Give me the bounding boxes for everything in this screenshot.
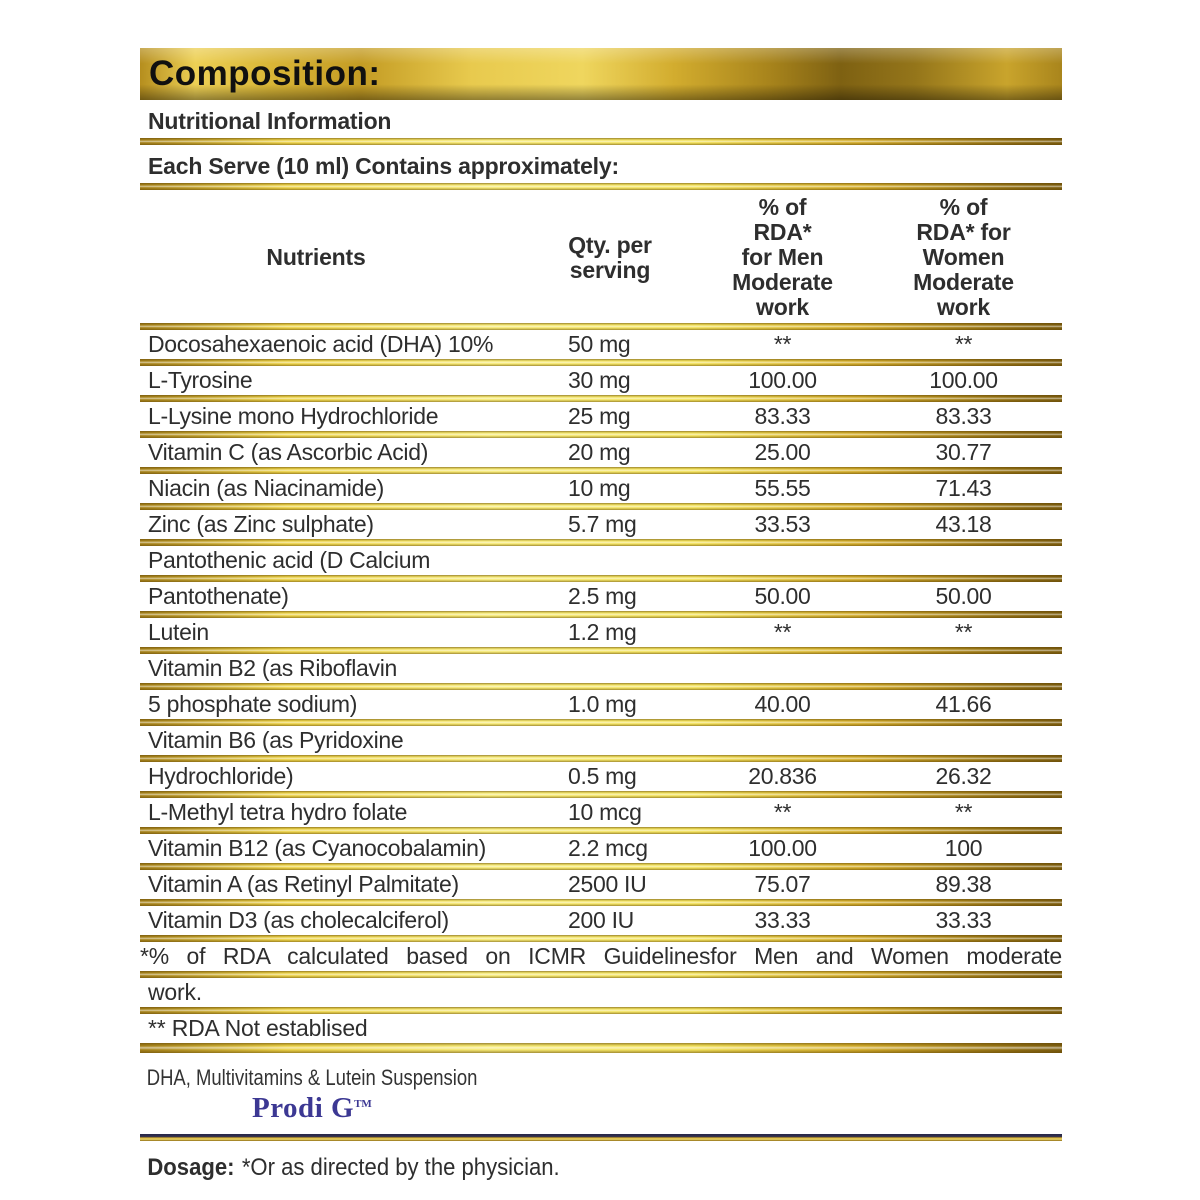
header-line: Women [922, 244, 1005, 270]
nutrient-rda-men: ** [773, 799, 792, 825]
nutrient-rda-men: 75.07 [754, 871, 811, 897]
nutrient-rda-men: 33.33 [754, 907, 811, 933]
nutrient-qty: 30 mg [568, 367, 631, 393]
nutrient-name: Pantothenic acid (D Calcium [148, 547, 431, 573]
gold-divider [140, 575, 1062, 582]
nutrient-name: Vitamin C (as Ascorbic Acid) [148, 439, 429, 465]
header-line: RDA* for [916, 219, 1011, 245]
nutrient-rda-men: 50.00 [754, 583, 811, 609]
table-row-group [140, 726, 1062, 762]
nutrient-name: Docosahexaenoic acid (DHA) 10% [148, 331, 494, 357]
nutrient-name: Zinc (as Zinc sulphate) [148, 511, 374, 537]
nutrient-qty: 2.2 mcg [568, 835, 648, 861]
rda-not-established-note: ** RDA Not establised [148, 1015, 368, 1041]
nutrient-rda-women: ** [954, 799, 973, 825]
nutrient-qty: 10 mg [568, 475, 631, 501]
table-row [140, 474, 1062, 503]
table-row-group [140, 402, 1062, 438]
nutrient-rda-women: 30.77 [935, 439, 992, 465]
table-row-group [140, 654, 1062, 690]
table-row [140, 582, 1062, 611]
nutrient-rda-women: 100 [944, 835, 983, 861]
table-row-group [140, 870, 1062, 906]
column-header-rda-women [865, 195, 1062, 320]
gold-divider [140, 827, 1062, 834]
gold-divider [140, 1007, 1062, 1014]
nutrient-rda-women: 33.33 [935, 907, 992, 933]
gold-divider [140, 539, 1062, 546]
table-row-group [140, 438, 1062, 474]
gold-divider [140, 359, 1062, 366]
nutrient-name: L-Methyl tetra hydro folate [148, 799, 408, 825]
composition-title: Composition: [149, 54, 381, 93]
gold-divider [140, 971, 1062, 978]
nutrient-name: Pantothenate) [148, 583, 289, 609]
label-content [140, 48, 1062, 1183]
table-row-group [140, 762, 1062, 798]
header-line: RDA* [753, 219, 812, 245]
gold-divider [140, 611, 1062, 618]
table-row [140, 402, 1062, 431]
nutrient-rda-men: 20.836 [748, 763, 817, 789]
gold-divider [140, 719, 1062, 726]
header-line: work [756, 294, 809, 320]
nutrient-rda-women: 50.00 [935, 583, 992, 609]
nutrient-qty: 2.5 mg [568, 583, 637, 609]
table-row-group [140, 366, 1062, 402]
rda-footnote-line2: work. [148, 979, 202, 1005]
nutrient-qty: 10 mcg [568, 799, 642, 825]
column-header-rda-men [700, 195, 865, 320]
nutrient-name: L-Lysine mono Hydrochloride [148, 403, 439, 429]
brand-name-row [140, 1091, 1062, 1130]
table-row-group [140, 474, 1062, 510]
table-row [140, 834, 1062, 863]
nutrient-name: Lutein [148, 619, 209, 645]
nutrient-name: L-Tyrosine [148, 367, 253, 393]
gold-divider-thick [140, 1043, 1062, 1053]
table-row [140, 870, 1062, 899]
header-line: for Men [741, 244, 824, 270]
gold-divider [140, 323, 1062, 330]
serving-heading: Each Serve (10 ml) Contains approximately: [148, 153, 619, 179]
column-header-nutrients: Nutrients [266, 244, 366, 270]
nutrient-name: Vitamin B12 (as Cyanocobalamin) [148, 835, 487, 861]
nutrient-rda-men: 55.55 [754, 475, 811, 501]
table-row-group [140, 546, 1062, 582]
nutrient-rda-men: 40.00 [754, 691, 811, 717]
nutrient-rda-women: 83.33 [935, 403, 992, 429]
nutrient-name: Vitamin A (as Retinyl Palmitate) [148, 871, 459, 897]
gold-divider [140, 503, 1062, 510]
nutrient-qty: 0.5 mg [568, 763, 637, 789]
table-row [140, 690, 1062, 719]
nutrient-qty: 1.2 mg [568, 619, 637, 645]
nutrient-qty: 200 IU [568, 907, 634, 933]
nutrient-name: Vitamin B6 (as Pyridoxine [148, 727, 404, 753]
table-row [140, 438, 1062, 467]
dosage-line [140, 1153, 988, 1183]
table-row [140, 798, 1062, 827]
nutrient-name: Vitamin B2 (as Riboflavin [148, 655, 398, 681]
table-row-group [140, 690, 1062, 726]
nutrient-rda-men: 33.53 [754, 511, 811, 537]
nutrient-rda-men: ** [773, 331, 792, 357]
nutrient-rda-men: ** [773, 619, 792, 645]
nutrient-name: 5 phosphate sodium) [148, 691, 358, 717]
header-line: % of [758, 194, 807, 220]
gold-divider [140, 863, 1062, 870]
brand-block [140, 1065, 1062, 1141]
table-row [140, 546, 1062, 575]
header-line: work [937, 294, 990, 320]
nutrient-name: Vitamin D3 (as cholecalciferol) [148, 907, 449, 933]
gold-divider [140, 183, 1062, 190]
column-header-qty-per-serving [560, 233, 700, 283]
table-row-group [140, 906, 1062, 942]
nutrient-rda-men: 83.33 [754, 403, 811, 429]
dosage-text: *Or as directed by the physician. [241, 1154, 560, 1181]
table-header-row [140, 190, 1062, 323]
composition-banner [140, 48, 1062, 100]
table-row [140, 330, 1062, 359]
table-row-group [140, 330, 1062, 366]
table-row-group [140, 834, 1062, 870]
nutrient-rda-women: 71.43 [935, 475, 992, 501]
table-row [140, 366, 1062, 395]
nutrient-qty: 5.7 mg [568, 511, 637, 537]
gold-divider [140, 899, 1062, 906]
nutrient-rda-women: 43.18 [935, 511, 992, 537]
nutrient-qty: 25 mg [568, 403, 631, 429]
gold-divider [140, 755, 1062, 762]
gold-divider [140, 683, 1062, 690]
table-row-group [140, 510, 1062, 546]
table-row-group [140, 582, 1062, 618]
nutrient-rda-women: 41.66 [935, 691, 992, 717]
gold-divider [140, 791, 1062, 798]
nutritional-information-heading: Nutritional Information [148, 108, 392, 134]
trademark-symbol: TM [354, 1098, 372, 1110]
nutrient-qty: 2500 IU [568, 871, 647, 897]
nutrient-qty: 20 mg [568, 439, 631, 465]
product-description: DHA, Multivitamins & Lutein Suspension [146, 1065, 478, 1090]
header-line: Moderate [732, 269, 833, 295]
header-line: Moderate [913, 269, 1014, 295]
gold-divider [140, 1134, 1062, 1141]
nutrient-name: Niacin (as Niacinamide) [148, 475, 384, 501]
table-row-group [140, 798, 1062, 834]
table-row-group [140, 618, 1062, 654]
gold-divider [140, 647, 1062, 654]
nutrient-rda-women: 100.00 [929, 367, 998, 393]
table-row [140, 510, 1062, 539]
dosage-label: Dosage: [147, 1154, 235, 1181]
nutrients-table-body [140, 330, 1062, 942]
rda-footnote-line1: *% of RDA calculated based on ICMR Guidelinesfor Men and Women moderate [140, 943, 1062, 969]
nutrient-qty: 1.0 mg [568, 691, 637, 717]
table-row [140, 726, 1062, 755]
brand-name: Prodi G [252, 1092, 355, 1124]
table-row [140, 618, 1062, 647]
nutrient-rda-men: 100.00 [748, 835, 817, 861]
nutrient-rda-men: 100.00 [748, 367, 817, 393]
nutrient-rda-women: ** [954, 619, 973, 645]
nutrient-name: Hydrochloride) [148, 763, 294, 789]
nutrient-rda-women: ** [954, 331, 973, 357]
table-row [140, 762, 1062, 791]
nutrient-qty: 50 mg [568, 331, 631, 357]
nutrient-rda-men: 25.00 [754, 439, 811, 465]
header-line: serving [569, 256, 651, 283]
nutrient-rda-women: 26.32 [935, 763, 992, 789]
table-row [140, 906, 1062, 935]
nutrient-rda-women: 89.38 [935, 871, 992, 897]
gold-divider [140, 935, 1062, 942]
header-line: % of [939, 194, 988, 220]
gold-divider [140, 138, 1062, 145]
gold-divider [140, 395, 1062, 402]
gold-divider [140, 431, 1062, 438]
header-line: Qty. per [568, 231, 652, 258]
table-row [140, 654, 1062, 683]
gold-divider [140, 467, 1062, 474]
